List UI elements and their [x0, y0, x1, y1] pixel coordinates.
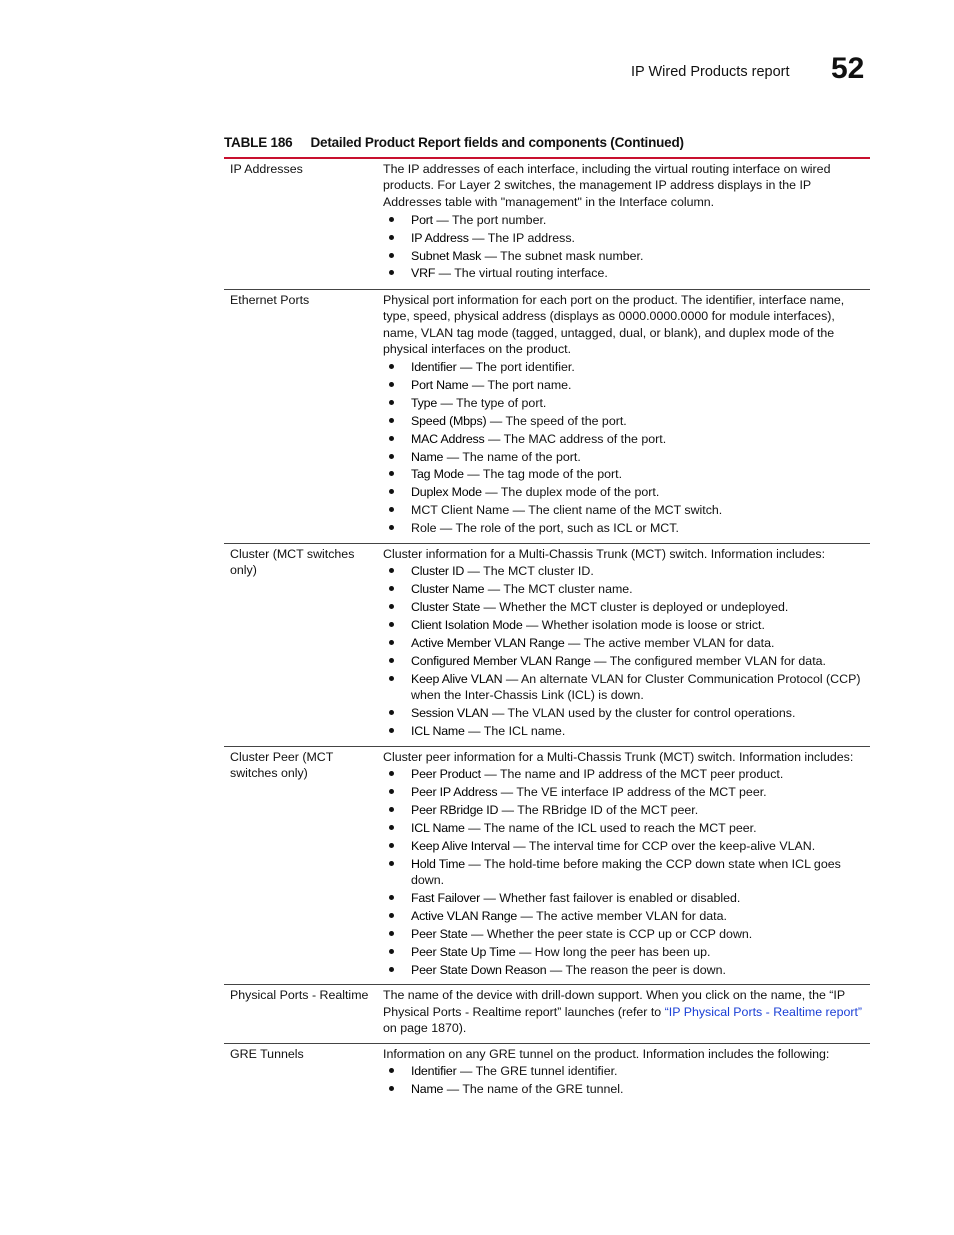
item-term: Peer IP Address — [411, 785, 498, 800]
item-description: — The GRE tunnel identifier. — [456, 1064, 618, 1079]
list-item — [411, 502, 866, 518]
item-description: — Whether the MCT cluster is deployed or undeployed. — [480, 600, 789, 615]
item-term: Cluster Name — [411, 582, 485, 597]
list-item — [411, 1063, 866, 1079]
item-term: Peer State Down Reason — [411, 962, 547, 977]
list-item — [411, 248, 866, 264]
list-item — [411, 671, 866, 704]
item-term: Peer State — [411, 927, 468, 942]
list-item — [411, 705, 866, 721]
chapter-number: 52 — [831, 52, 865, 85]
list-item — [411, 212, 866, 228]
item-term: Port — [411, 212, 433, 227]
item-term: Keep Alive VLAN — [411, 671, 503, 686]
description-cell — [376, 1044, 870, 1104]
description-text: Physical port information for each port on the product. The identifier, interface name, type, speed, physical address (displays as 0000.0000.0000 for module interfaces), name, VLAN tag mode (tagged, untagged, dual, or blank), and duplex mode of the physical interfaces on the product. — [383, 292, 845, 357]
item-description: — The active member VLAN for data. — [564, 636, 775, 651]
description-cell — [376, 544, 870, 746]
list-item — [411, 723, 866, 739]
item-description: — The VE interface IP address of the MCT peer. — [497, 785, 767, 800]
list-item — [411, 230, 866, 246]
bullet-list — [383, 766, 866, 978]
item-term: MAC Address — [411, 431, 485, 446]
list-item — [411, 520, 866, 536]
table-title: Detailed Product Report fields and components (Continued) — [310, 135, 684, 150]
list-item — [411, 599, 866, 615]
list-item — [411, 635, 866, 651]
field-name: GRE Tunnels — [230, 1046, 304, 1061]
description-text: The IP addresses of each interface, including the virtual routing interface on wired products. For Layer 2 switches, the management IP address displays in the IP Addresses table with "management" in the Interface column. — [383, 162, 831, 209]
item-description: — The virtual routing interface. — [435, 266, 608, 281]
list-item — [411, 581, 866, 597]
table-row — [224, 159, 870, 290]
list-item — [411, 617, 866, 633]
item-term: Cluster ID — [411, 564, 465, 579]
item-description: — The name of the GRE tunnel. — [443, 1082, 624, 1097]
item-term: Speed (Mbps) — [411, 413, 487, 428]
field-name: IP Addresses — [230, 162, 303, 176]
table-number: TABLE 186 — [224, 135, 293, 150]
item-description: — Whether isolation mode is loose or strict. — [522, 618, 765, 633]
bullet-list — [383, 212, 866, 282]
field-name-cell — [224, 985, 376, 1042]
description-cell — [376, 290, 870, 543]
table-row — [224, 985, 870, 1043]
list-item — [411, 431, 866, 447]
item-description: — The configured member VLAN for data. — [590, 653, 826, 668]
item-term: Cluster State — [411, 600, 481, 615]
description-cell — [376, 985, 870, 1042]
item-description: — The hold-time before making the CCP down state when ICL goes down. — [411, 856, 841, 888]
item-term: Identifier — [411, 1064, 457, 1079]
cross-reference-link[interactable]: “IP Physical Ports - Realtime report” — [664, 1004, 863, 1019]
list-item — [411, 466, 866, 482]
item-description: — Whether the peer state is CCP up or CCP down. — [467, 927, 753, 942]
list-item — [411, 449, 866, 465]
item-description: — The subnet mask number. — [481, 248, 644, 263]
field-name: Cluster — [230, 546, 270, 561]
item-description: — The duplex mode of the port. — [481, 485, 660, 500]
field-name: Physical Ports - Realtime — [230, 988, 369, 1003]
item-term: Peer Product — [411, 767, 481, 782]
item-description: — The ICL name. — [464, 724, 566, 739]
table-row — [224, 1044, 870, 1104]
item-term: VRF — [411, 266, 436, 281]
item-description: Role — The role of the port, such as ICL or MCT. — [411, 521, 679, 536]
item-description: — The MCT cluster ID. — [464, 564, 594, 579]
item-description: — The VLAN used by the cluster for control operations. — [488, 706, 796, 721]
item-description: — An alternate VLAN for Cluster Communication Protocol (CCP) when the Inter-Chassis Link (ICL) is down. — [411, 671, 861, 703]
running-head: IP Wired Products report — [631, 64, 790, 80]
item-term: Peer State Up Time — [411, 944, 516, 959]
item-description: — How long the peer has been up. — [515, 944, 711, 959]
field-name-cell — [224, 159, 376, 289]
item-description: — The active member VLAN for data. — [517, 909, 727, 924]
item-term: Name — [411, 449, 444, 464]
item-description: — The tag mode of the port. — [463, 467, 623, 482]
item-description: — The interval time for CCP over the keep-alive VLAN. — [509, 839, 816, 854]
list-item — [411, 784, 866, 800]
item-term: Name — [411, 1082, 444, 1097]
item-description: — The MCT cluster name. — [484, 582, 633, 597]
field-name: Ethernet Ports — [230, 292, 310, 307]
list-item — [411, 265, 866, 281]
list-item — [411, 377, 866, 393]
list-item — [411, 395, 866, 411]
table-row — [224, 747, 870, 986]
item-description: — The reason the peer is down. — [546, 962, 726, 977]
item-description: — The IP address. — [468, 230, 575, 245]
list-item — [411, 802, 866, 818]
field-name-cell — [224, 290, 376, 543]
description-text: Information on any GRE tunnel on the product. Information includes the following: — [383, 1046, 830, 1061]
item-term: Duplex Mode — [411, 485, 482, 500]
item-description: — The RBridge ID of the MCT peer. — [498, 803, 699, 818]
item-term: Configured Member VLAN Range — [411, 653, 591, 668]
item-term: Peer RBridge ID — [411, 803, 499, 818]
field-name-cell — [224, 1044, 376, 1104]
item-term: Hold Time — [411, 856, 465, 871]
fields-table — [224, 159, 870, 1104]
list-item — [411, 413, 866, 429]
item-term: Keep Alive Interval — [411, 839, 510, 854]
description-text: The name of the device with drill-down support. When you click on the name, the “IP Physical Ports - Realtime report” launches (refer to “IP Physical Ports - Realtime report” on page 1870). — [383, 988, 863, 1036]
table-caption — [224, 135, 869, 150]
item-term: ICL Name — [411, 821, 465, 836]
table-row — [224, 290, 870, 544]
list-item — [411, 838, 866, 854]
item-term: Client Isolation Mode — [411, 618, 523, 633]
item-description: — Whether fast failover is enabled or disabled. — [480, 891, 741, 906]
list-item — [411, 944, 866, 960]
list-item — [411, 484, 866, 500]
list-item — [411, 856, 866, 889]
list-item — [411, 962, 866, 978]
list-item — [411, 926, 866, 942]
item-description: MCT Client Name — The client name of the MCT switch. — [411, 503, 723, 518]
item-term: Subnet Mask — [411, 248, 482, 263]
item-term: Tag Mode — [411, 467, 464, 482]
bullet-list — [383, 359, 866, 537]
list-item — [411, 563, 866, 579]
item-description: — The name of the ICL used to reach the MCT peer. — [464, 821, 757, 836]
list-item — [411, 908, 866, 924]
item-term: Active VLAN Range — [411, 909, 518, 924]
description-text: Cluster information for a Multi-Chassis Trunk (MCT) switch. Information includes: — [383, 546, 826, 561]
item-description: — The MAC address of the port. — [484, 431, 667, 446]
item-term: IP Address — [411, 230, 469, 245]
item-term: Type — [411, 395, 438, 410]
item-term: Session VLAN — [411, 706, 489, 721]
item-description: — The speed of the port. — [486, 413, 627, 428]
list-item — [411, 890, 866, 906]
item-term: Port Name — [411, 377, 469, 392]
field-note: (MCT switches only) — [230, 546, 355, 577]
list-item — [411, 766, 866, 782]
bullet-list — [383, 563, 866, 739]
description-cell — [376, 159, 870, 289]
item-description: — The type of port. — [437, 395, 547, 410]
item-description: — The name and IP address of the MCT peer product. — [480, 767, 784, 782]
item-description: — The port name. — [468, 377, 572, 392]
list-item — [411, 820, 866, 836]
field-note: (MCT switches only) — [230, 749, 334, 780]
field-name: Cluster Peer — [230, 749, 299, 764]
item-description: — The port number. — [432, 212, 547, 227]
item-description: — The name of the port. — [443, 449, 581, 464]
item-term: Identifier — [411, 359, 457, 374]
list-item — [411, 1081, 866, 1097]
bullet-list — [383, 1063, 866, 1097]
list-item — [411, 653, 866, 669]
description-text: Cluster peer information for a Multi-Chassis Trunk (MCT) switch. Information includes: — [383, 749, 854, 764]
item-term: ICL Name — [411, 724, 465, 739]
field-name-cell — [224, 747, 376, 985]
description-cell — [376, 747, 870, 985]
item-term: Fast Failover — [411, 891, 481, 906]
table-row — [224, 544, 870, 747]
item-term: Active Member VLAN Range — [411, 636, 565, 651]
list-item — [411, 359, 866, 375]
field-name-cell — [224, 544, 376, 746]
item-description: — The port identifier. — [456, 359, 575, 374]
